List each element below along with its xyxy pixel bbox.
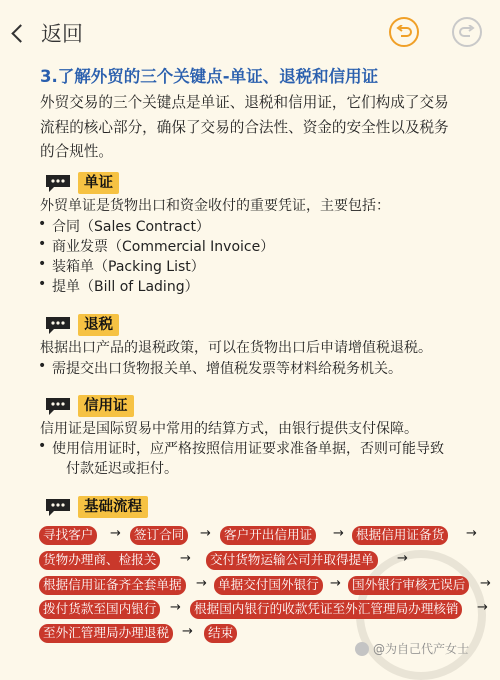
section-header-docs [44,172,119,194]
intro-line: 外贸交易的三个关键点是单证、退税和信用证，它们构成了交易 [40,94,449,111]
section-header-lc [44,395,134,417]
flow-step: 交付货物运输公司并取得提单 [206,551,378,570]
flow-step: 寻找客户 [39,526,97,545]
section-label: 单证 [78,172,119,194]
tax-desc: 根据出口产品的退税政策，可以在货物出口后申请增值税退税。 [40,340,432,356]
flow-step: 签订合同 [130,526,188,545]
platform-logo-icon [355,642,369,656]
list-item: • 合同（Sales Contract） [52,216,210,236]
arrow-icon: → [397,551,408,566]
section-header-flow [44,496,148,518]
arrow-icon: → [180,551,191,566]
section-label: 信用证 [78,395,134,417]
list-item: • 装箱单（Packing List） [52,256,205,276]
back-button[interactable] [14,18,83,48]
arrow-icon: → [200,526,211,541]
page-title: 3.了解外贸的三个关键点-单证、退税和信用证 [40,67,379,86]
arrow-icon: → [110,526,121,541]
undo-icon [396,25,412,39]
top-bar [0,0,500,60]
back-label: 返回 [41,22,83,46]
flow-step: 拨付货款至国内银行 [39,600,160,619]
list-item: • 商业发票（Commercial Invoice） [52,236,274,256]
chat-bubble-icon [44,497,72,517]
watermark [355,640,469,657]
list-item: • 使用信用证时，应严格按照信用证要求准备单据，否则可能导致 [52,438,444,458]
undo-button[interactable] [389,17,419,47]
docs-desc: 外贸单证是货物出口和资金收付的重要凭证，主要包括： [40,198,390,214]
arrow-icon: → [196,576,207,591]
chat-bubble-icon [44,173,72,193]
chat-bubble-icon [44,315,72,335]
lc-desc: 信用证是国际贸易中常用的结算方式，由银行提供支付保障。 [40,421,418,437]
intro-line: 流程的核心部分，确保了交易的合法性、资金的安全性以及税务 [40,118,449,136]
arrow-icon: → [477,600,488,615]
flow-step: 客户开出信用证 [220,526,316,545]
section-label: 基础流程 [78,496,148,518]
chevron-left-icon [11,24,29,42]
flow-step: 结束 [204,624,237,643]
arrow-icon: → [182,624,193,639]
redo-icon [459,25,475,39]
chat-bubble-icon [44,396,72,416]
arrow-icon: → [330,576,341,591]
flow-step: 根据信用证备齐全套单据 [39,576,186,595]
flow-step: 国外银行审核无误后 [348,576,469,595]
flow-step: 单据交付国外银行 [214,576,323,595]
watermark-text: @为自己代产女士 [373,642,470,656]
intro-paragraph [40,91,480,165]
intro-line: 的合规性。 [40,143,113,160]
redo-button[interactable] [452,17,482,47]
list-item-continued: 付款延迟或拒付。 [66,461,178,477]
section-label: 退税 [78,314,119,336]
flow-step: 至外汇管理局办理退税 [39,624,173,643]
arrow-icon: → [480,576,491,591]
arrow-icon: → [170,600,181,615]
section-header-tax [44,314,119,336]
list-item: • 提单（Bill of Lading） [52,276,199,296]
flow-step: 根据国内银行的收款凭证至外汇管理局办理核销 [190,600,462,619]
arrow-icon: → [466,526,477,541]
arrow-icon: → [333,526,344,541]
list-item: • 需提交出口货物报关单、增值税发票等材料给税务机关。 [52,358,402,378]
flow-step: 货物办理商、检报关 [39,551,160,570]
flow-step: 根据信用证备货 [352,526,448,545]
